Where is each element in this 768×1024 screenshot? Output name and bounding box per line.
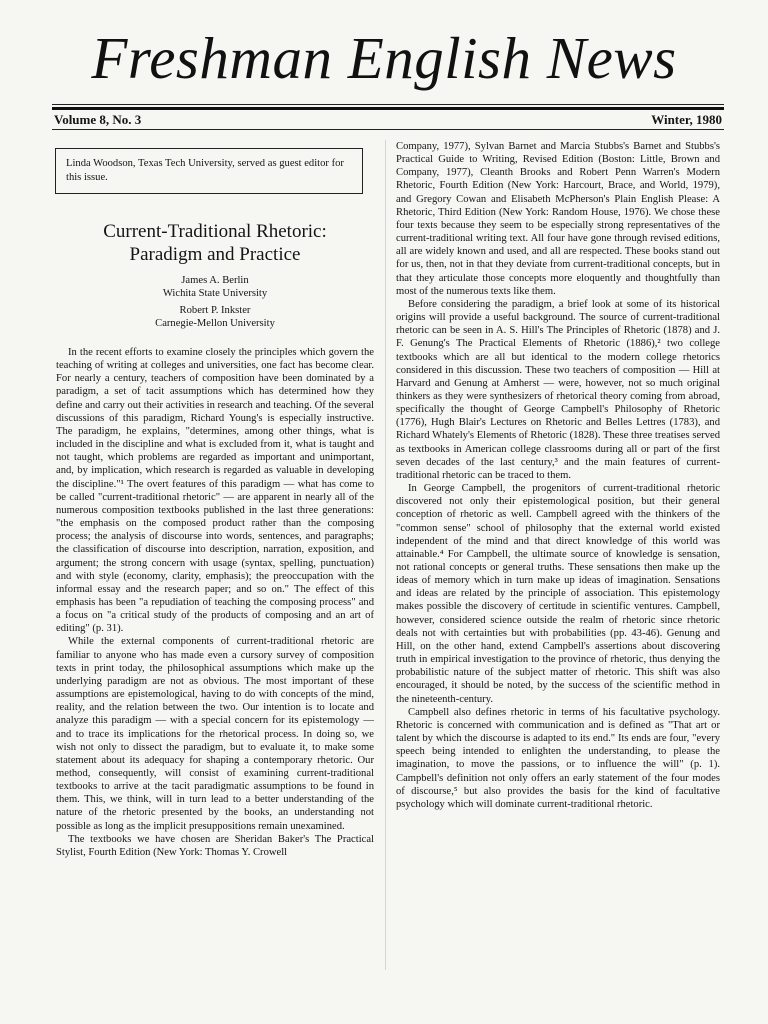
guest-editor-note (55, 148, 363, 194)
masthead-rule-top (52, 104, 724, 105)
issue-rule (52, 129, 724, 130)
author-1 (56, 274, 374, 300)
body-paragraph: Campbell also defines rhetoric in terms of his facultative psychology. Rhetoric is concerned with communication and is defined as "That art or talent by which the discourse is adapted to its end." Its ends are four, "every speech being intended to enlighten the understanding, to please the imagination, to move the passions, or to influence the will" (p. 1). Campbell's definition not only offers an early statement of the four modes of discourse,⁵ but also provides the basis for the kind of facultative psychology which will dominate current-traditional rhetoric. (396, 706, 720, 810)
article-title-line2: Paradigm and Practice (129, 244, 301, 265)
body-paragraph: Company, 1977), Sylvan Barnet and Marcia Stubbs's Barnet and Stubbs's Practical Guide to Writing, Revised Edition (Boston: Little, Brown and Company, 1977), Cleanth Brooks and Robert Penn Warren's Modern Rhetoric, Fourth Edition (New York: Harcourt, Brace, and World, 1979), and Gregory Cowan and Elisabeth McPherson's Plain English Please: A Rhetoric, Third Edition (New York: Random House, 1976). We chose these four texts because they seem to be especially strong representatives of the current-traditional writing text. All four have gone through revised editions, all are widely known and used, and all are respected. These books stand out for us, then, not in that they deviate from current-traditional concepts, but in that they articulate those concepts more eloquently and thoughtfully than most of the numerous texts like them. (396, 141, 720, 297)
guest-editor-text: Linda Woodson, Texas Tech University, served as guest editor for this issue. (66, 158, 344, 183)
body-column-left (56, 346, 374, 859)
body-paragraph: Before considering the paradigm, a brief look at some of its historical origins will provide a useful background. The source of current-traditional rhetoric can be seen in A. S. Hill's The Principles of Rhetoric (1878) and J. F. Genung's The Practical Elements of Rhetoric (1886),² two college textbooks which are all but identical to the modern college rhetorics considered in this discussion. These two teachers of composition — Hill at Harvard and Genung at Amherst — were, however, not so much original thinkers as they were synthesizers of rhetorical theory coming from abroad, specifically the thought of George Campbell's Philosophy of Rhetoric (1776), Hugh Blair's Lectures on Rhetoric and Belles Lettres (1783), and Richard Whately's Elements of Rhetoric (1828). These three treatises served as textbooks in American college classrooms during all or part of the first seven decades of the last century,³ and the main features of current-traditional rhetoric can be traced to them. (396, 298, 720, 481)
masthead-title: Freshman English News (91, 25, 677, 91)
column-divider (385, 140, 386, 970)
article-title-line1: Current-Traditional Rhetoric: (103, 221, 327, 242)
article-title (56, 220, 374, 266)
author-2 (56, 304, 374, 330)
issue-date: Winter, 1980 (651, 112, 722, 127)
masthead-rule-thick (52, 107, 724, 110)
body-paragraph: In George Campbell, the progenitors of current-traditional rhetoric discovered not only their epistemological position, but their general conception of rhetoric as well. Campbell agreed with the thinkers of the "common sense" school of philosophy that the external world existed independent of the mind and that direct knowledge of this world was attainable.⁴ For Campbell, the ultimate source of knowledge is sensation, not rational concepts or general truths. These sensations then make up the ideas of memory which in turn make up ideas of imagination. Sensations and ideas are related by the principle of association. This epistemology makes possible the discovery of certitude in scientific ventures. Campbell, however, considered science outside the realm of rhetoric since rhetoric deals not with certainties but with probabilities (pp. 43-46). Genung and Hill, on the other hand, extend Campbell's assertions about discovering truth in empirical investigation to the province of rhetoric, thus denying the probabilistic nature of the subject matter of rhetoric. This shift was also encouraged, it should be noted, by the success of the scientific method in the nineteenth-century. (396, 483, 720, 705)
body-paragraph: The textbooks we have chosen are Sheridan Baker's The Practical Stylist, Fourth Edition (New York: Thomas Y. Crowell (56, 833, 374, 858)
author-1-affiliation: Wichita State University (162, 288, 268, 299)
author-2-affiliation: Carnegie-Mellon University (155, 318, 275, 329)
issue-volume: Volume 8, No. 3 (54, 112, 142, 127)
body-column-right (396, 140, 720, 811)
article-header (56, 220, 374, 330)
body-paragraph: In the recent efforts to examine closely the principles which govern the teaching of writing at colleges and universities, one fact has become clear. For nearly a century, teachers of composition have been dominated by a paradigm, a set of tacit assumptions which has determined how they define and carry out their activities in research and teaching. Of the several discussions of this paradigm, Richard Young's is especially instructive. The paradigm, he explains, "determines, among other things, what is included in the discipline and what is excluded from it, what is taught and not taught, which problems are regarded as important and unimportant, and, by implication, which research is regarded as valuable in developing the discipline."¹ The overt features of this paradigm — what has come to be called "current-traditional rhetoric" — are apparent in nearly all of the numerous composition textbooks published in the last three generations: "the emphasis on the composed product rather than the composing process; the analysis of discourse into words, sentences, and paragraphs; the classification of discourse into description, narration, exposition, and argument; the strong concern with usage (syntax, spelling, punctuation) and with style (economy, clarity, emphasis); the preoccupation with the informal essay and the research paper; and so on." The effect of this emphasis has been "a repudiation of teaching the composing process" and a focus on "a critical study of the products of composing and an art of editing" (p. 31). (56, 347, 374, 635)
author-1-name: James A. Berlin (181, 275, 249, 286)
author-2-name: Robert P. Inkster (179, 305, 251, 316)
body-paragraph: While the external components of current-traditional rhetoric are familiar to anyone who has made even a cursory survey of composition texts in print today, the philosophical assumptions which make up the underlying paradigm are not as obvious. The most important of these assumptions are epistemological, having to do with concepts of the mind, reality, and the relation between the two. Our intention is to locate and analyze this paradigm — with a special concern for its epistemology — and to trace its implications for the rhetorical process. In doing so, we wish not only to dissect the paradigm, but to evaluate it, to make some statement about its adequacy for shaping a contemporary rhetoric. Our method, consequently, will consist of examining current-traditional textbooks to arrive at the tacit paradigmatic assumptions to be found in them. This, we think, will in turn lead to a better understanding of the nature of the rhetoric presented by the books, an understanding not possible as long as the implicit presuppositions remain unexamined. (56, 636, 374, 832)
